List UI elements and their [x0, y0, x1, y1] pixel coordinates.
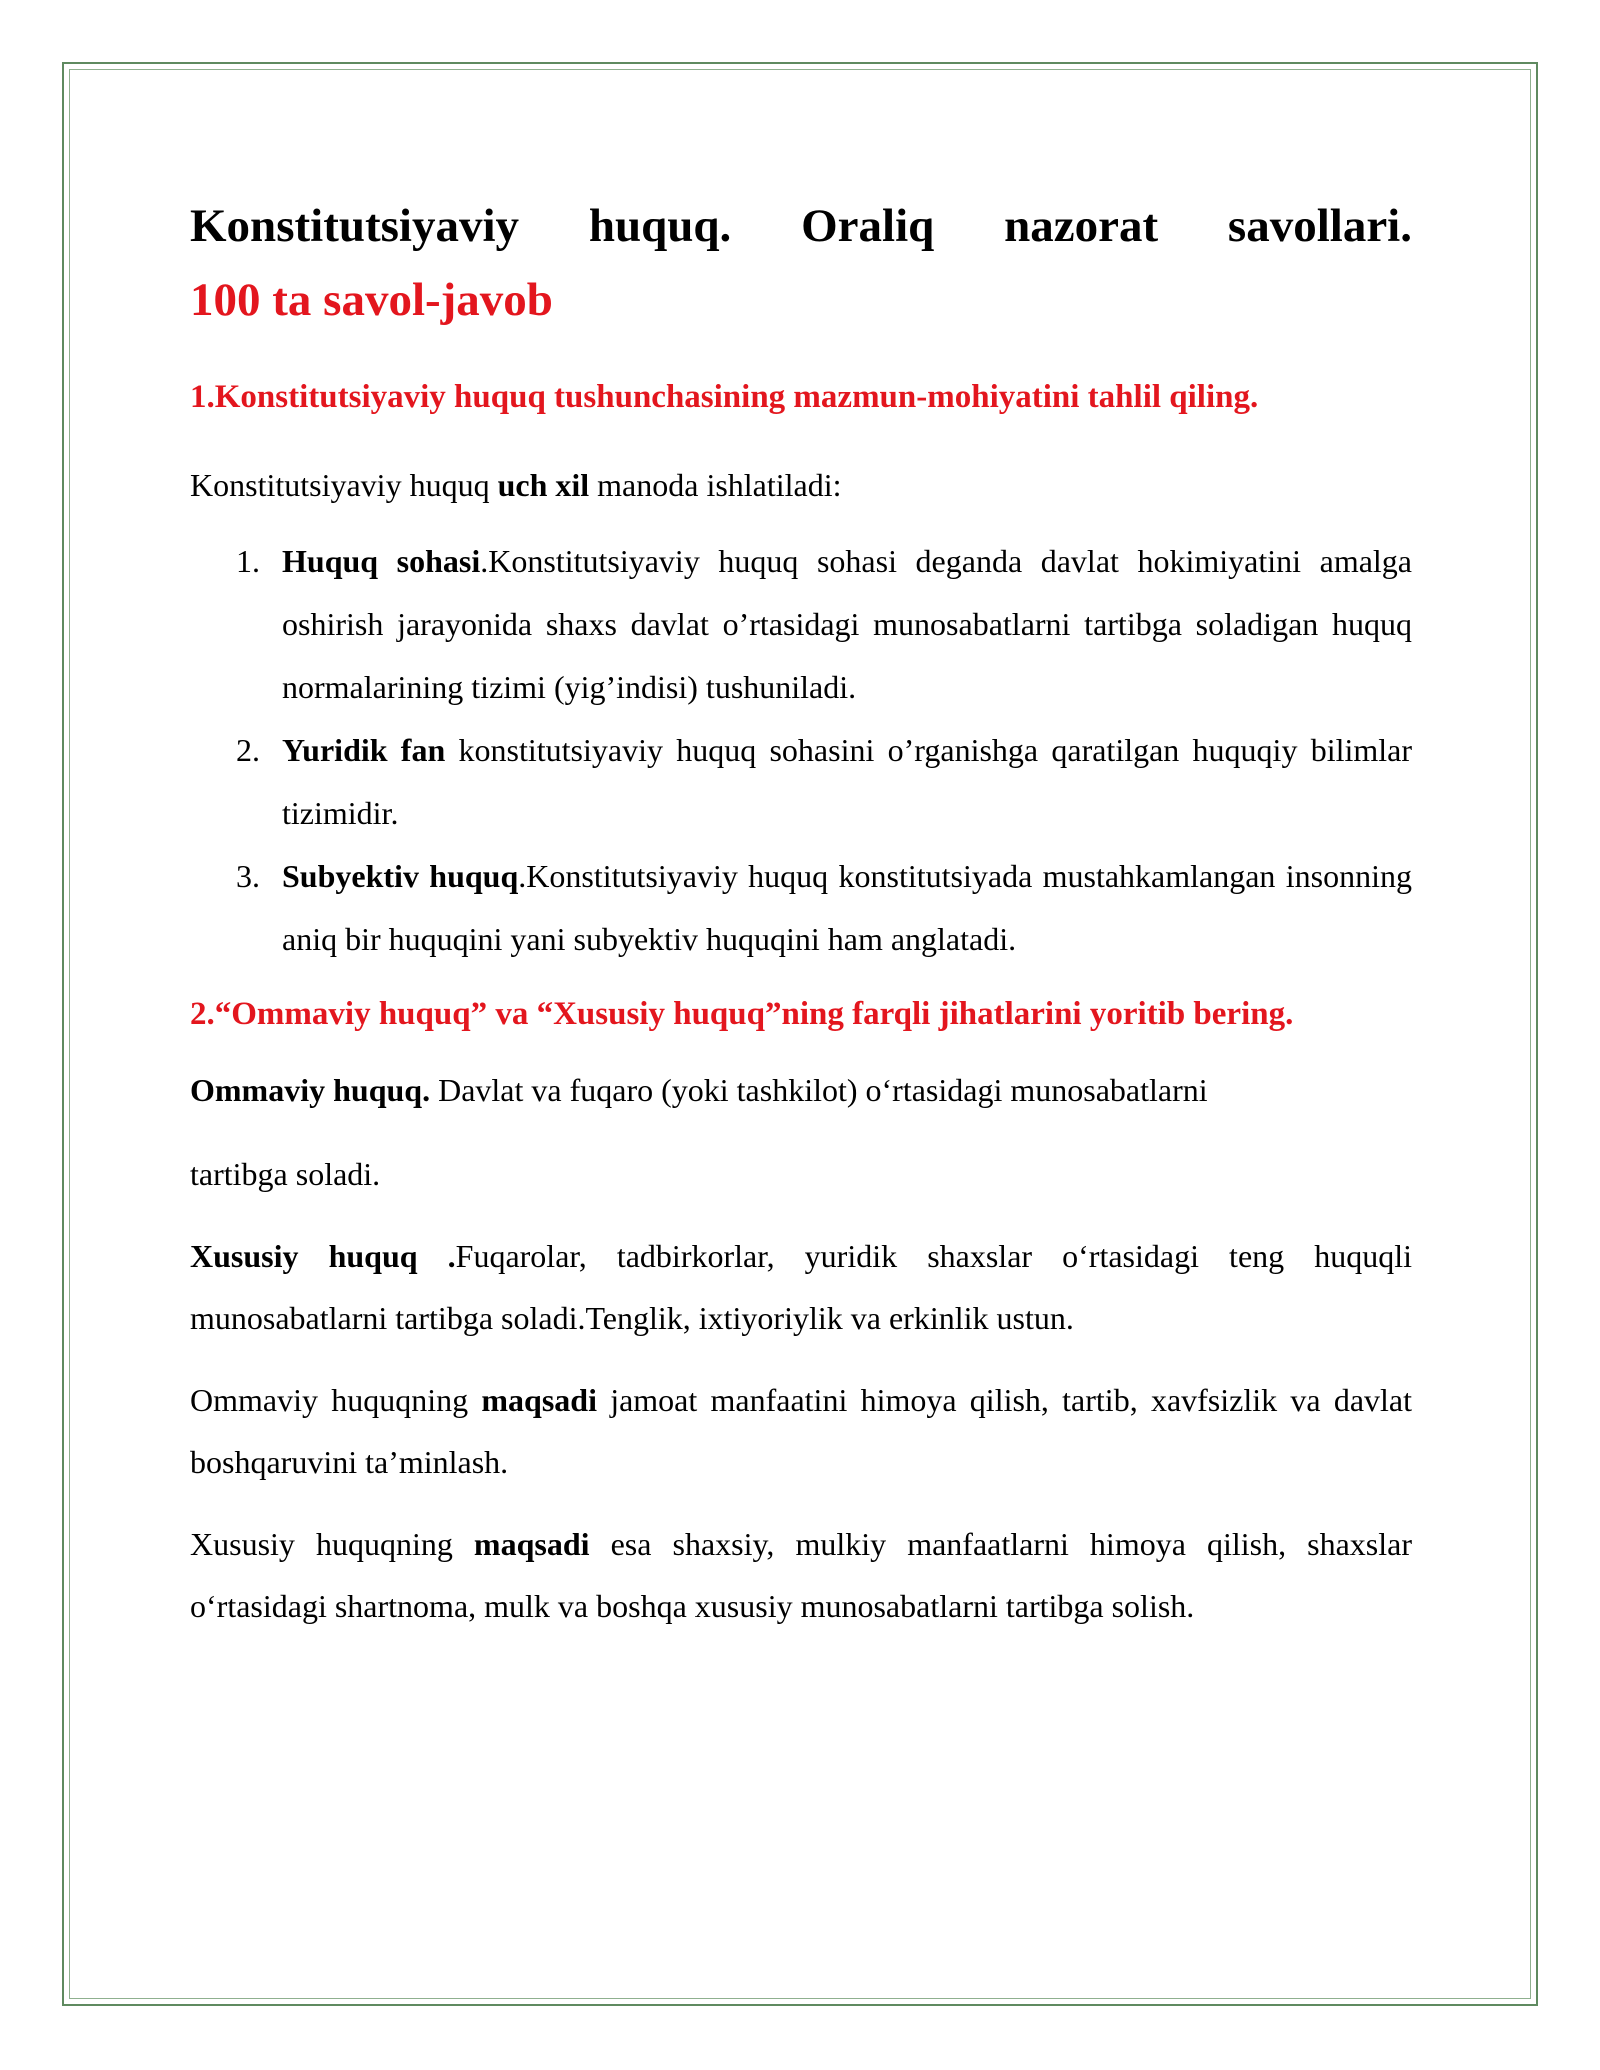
ommaviy-huquq-continuation: tartibga soladi.: [190, 1156, 381, 1192]
list-item: 1. Huquq sohasi.Konstitutsiyaviy huquq sohasi deganda davlat hokimiyatini amalga oshirish jarayonida shaxs davlat o’rtasidagi munosabatlarni tartibga soladigan huquq normalarining tizimi (yig’indisi) tushuniladi.: [236, 543, 1413, 705]
document-subtitle: 100 ta savol-javob: [190, 274, 553, 326]
document-body: [190, 182, 1412, 1637]
question-1-intro: Konstitutsiyaviy huquq uch xil manoda ishlatiladi:: [190, 467, 842, 503]
xususiy-maqsad-paragraph: Xususiy huquqning maqsadi esa shaxsiy, mulkiy manfaatlarni himoya qilish, shaxslar o‘rtasidagi shartnoma, mulk va boshqa xususiy munosabatlarni tartibga solish.: [190, 1526, 1413, 1624]
ommaviy-huquq-paragraph: Ommaviy huquq. Davlat va fuqaro (yoki tashkilot) o‘rtasidagi munosabatlarni: [190, 1072, 1208, 1108]
question-1-heading: 1.Konstitutsiyaviy huquq tushunchasining mazmun-mohiyatini tahlil qiling.: [190, 379, 1259, 415]
xususiy-huquq-paragraph: Xususiy huquq .Fuqarolar, tadbirkorlar, yuridik shaxslar o‘rtasidagi teng huquqli munosabatlarni tartibga soladi.Tenglik, ixtiyoriylik va erkinlik ustun.: [190, 1238, 1413, 1336]
document-title: Konstitutsiyaviy huquq. Oraliq nazorat savollari.: [190, 200, 1412, 252]
list-item: 2. Yuridik fan konstitutsiyaviy huquq sohasini o’rganishga qaratilgan huquqiy bilimlar tizimidir.: [236, 732, 1413, 831]
ommaviy-maqsad-paragraph: Ommaviy huquqning maqsadi jamoat manfaatini himoya qilish, tartib, xavfsizlik va davlat boshqaruvini ta’minlash.: [190, 1382, 1413, 1480]
question-2-heading: 2.“Ommaviy huquq” va “Xususiy huquq”ning farqli jihatlarini yoritib bering.: [190, 996, 1294, 1032]
list-item: 3. Subyektiv huquq.Konstitutsiyaviy huquq konstitutsiyada mustahkamlangan insonning aniq bir huquqini yani subyektiv huquqini ham anglatadi.: [236, 858, 1413, 957]
question-1-list: [190, 530, 1412, 971]
